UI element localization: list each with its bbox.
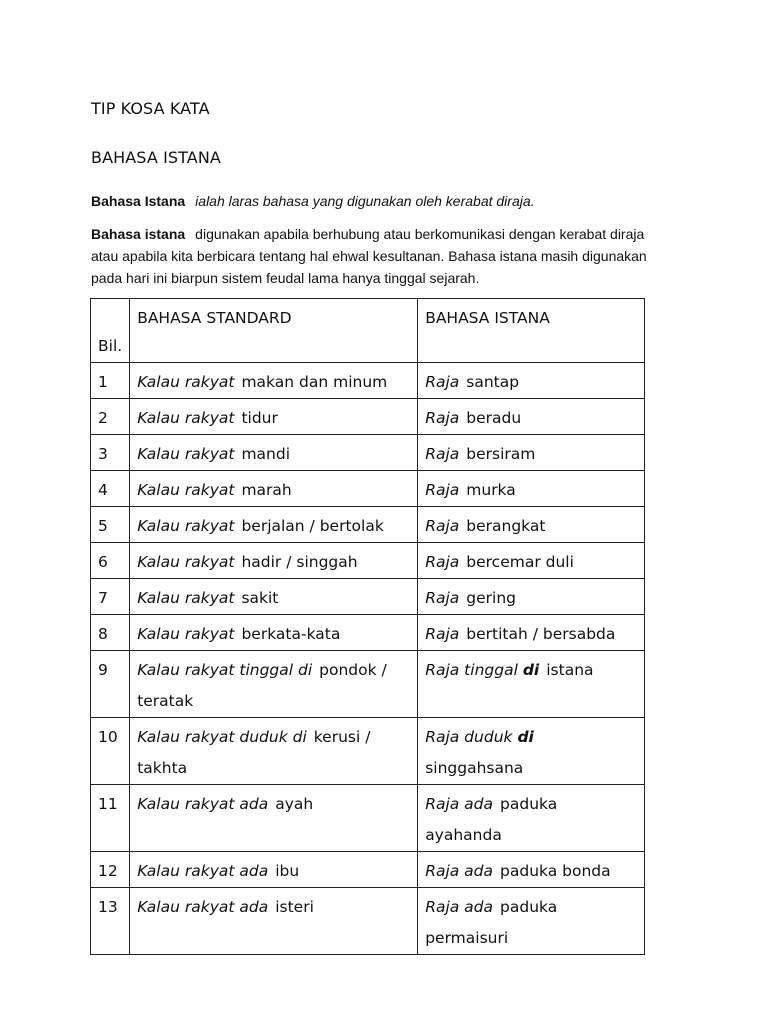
table-row xyxy=(91,852,645,888)
cell-standard xyxy=(130,435,418,471)
cell-bil: 10 xyxy=(91,718,130,785)
cell-standard xyxy=(130,852,418,888)
standard-word: mandi xyxy=(241,445,291,463)
table-body xyxy=(91,363,645,955)
vocabulary-table xyxy=(90,298,645,955)
header-bil: Bil. xyxy=(91,299,130,363)
istana-word: santap xyxy=(466,373,520,391)
istana-prefix: Raja ada xyxy=(425,795,494,813)
istana-word: bersiram xyxy=(466,445,536,463)
istana-preposition: di xyxy=(517,728,534,746)
cell-bil: 8 xyxy=(91,615,130,651)
table-row xyxy=(91,785,645,852)
table-row xyxy=(91,399,645,435)
cell-istana xyxy=(418,888,645,955)
standard-word: isteri xyxy=(275,898,314,916)
istana-prefix: Raja xyxy=(425,409,460,427)
istana-word: beradu xyxy=(466,409,522,427)
cell-bil: 5 xyxy=(91,507,130,543)
standard-prefix: Kalau rakyat tinggal di xyxy=(137,661,313,679)
definition-paragraph xyxy=(91,193,671,209)
usage-text: digunakan apabila berhubung atau berkomunikasi dengan kerabat diraja atau apabila kita berbicara tentang hal ehwal kesultanan. Bahasa istana masih digunakan pada hari ini biarpun sistem feudal lama hanya tinggal sejarah. xyxy=(91,226,647,286)
cell-bil: 2 xyxy=(91,399,130,435)
table-row xyxy=(91,888,645,955)
cell-istana xyxy=(418,363,645,399)
cell-standard xyxy=(130,718,418,785)
header-standard: BAHASA STANDARD xyxy=(130,299,418,363)
cell-bil: 13 xyxy=(91,888,130,955)
standard-word: hadir / singgah xyxy=(241,553,358,571)
istana-prefix: Raja xyxy=(425,553,460,571)
standard-word: ayah xyxy=(275,795,314,813)
standard-prefix: Kalau rakyat xyxy=(137,589,235,607)
standard-prefix: Kalau rakyat xyxy=(137,445,235,463)
istana-prefix: Raja xyxy=(425,625,460,643)
header-istana: BAHASA ISTANA xyxy=(418,299,645,363)
table-row xyxy=(91,363,645,399)
istana-word: berangkat xyxy=(466,517,546,535)
istana-prefix: Raja xyxy=(425,373,460,391)
cell-standard xyxy=(130,543,418,579)
cell-istana xyxy=(418,471,645,507)
table-row xyxy=(91,435,645,471)
cell-bil: 7 xyxy=(91,579,130,615)
istana-prefix: Raja xyxy=(425,589,460,607)
standard-prefix: Kalau rakyat xyxy=(137,625,235,643)
cell-standard xyxy=(130,507,418,543)
istana-prefix: Raja xyxy=(425,517,460,535)
istana-word: gering xyxy=(466,589,516,607)
standard-prefix: Kalau rakyat xyxy=(137,517,235,535)
istana-word: singgahsana xyxy=(425,759,524,777)
standard-prefix: Kalau rakyat ada xyxy=(137,862,269,880)
standard-word: pondok / teratak xyxy=(137,661,387,710)
istana-prefix: Raja xyxy=(425,445,460,463)
istana-word: paduka ayahanda xyxy=(425,795,558,844)
istana-word: bertitah / bersabda xyxy=(466,625,616,643)
cell-bil: 3 xyxy=(91,435,130,471)
istana-preposition: di xyxy=(522,661,540,679)
standard-word: sakit xyxy=(241,589,279,607)
istana-prefix: Raja ada xyxy=(425,898,494,916)
usage-paragraph xyxy=(91,223,671,289)
usage-term: Bahasa istana xyxy=(91,226,186,242)
cell-bil: 6 xyxy=(91,543,130,579)
istana-prefix: Raja xyxy=(425,481,460,499)
cell-standard xyxy=(130,888,418,955)
standard-word: marah xyxy=(241,481,292,499)
cell-bil: 11 xyxy=(91,785,130,852)
table-row xyxy=(91,579,645,615)
cell-standard xyxy=(130,579,418,615)
cell-standard xyxy=(130,651,418,718)
standard-prefix: Kalau rakyat xyxy=(137,481,235,499)
standard-prefix: Kalau rakyat duduk di xyxy=(137,728,307,746)
table-row xyxy=(91,543,645,579)
istana-prefix: Raja duduk xyxy=(425,728,513,746)
cell-standard xyxy=(130,399,418,435)
table-row xyxy=(91,471,645,507)
cell-standard xyxy=(130,363,418,399)
cell-bil: 1 xyxy=(91,363,130,399)
cell-istana xyxy=(418,852,645,888)
cell-istana xyxy=(418,435,645,471)
cell-bil: 12 xyxy=(91,852,130,888)
istana-word: bercemar duli xyxy=(466,553,574,571)
cell-istana xyxy=(418,615,645,651)
cell-istana xyxy=(418,579,645,615)
table-row xyxy=(91,615,645,651)
standard-prefix: Kalau rakyat xyxy=(137,409,235,427)
cell-istana xyxy=(418,399,645,435)
cell-bil: 9 xyxy=(91,651,130,718)
standard-word: tidur xyxy=(241,409,278,427)
table-row xyxy=(91,507,645,543)
definition-text: ialah laras bahasa yang digunakan oleh kerabat diraja. xyxy=(195,193,535,209)
table-row xyxy=(91,651,645,718)
standard-word: kerusi / takhta xyxy=(137,728,371,777)
cell-standard xyxy=(130,785,418,852)
cell-istana xyxy=(418,543,645,579)
standard-prefix: Kalau rakyat ada xyxy=(137,898,269,916)
standard-word: ibu xyxy=(275,862,300,880)
table-header-row xyxy=(91,299,645,363)
definition-term: Bahasa Istana xyxy=(91,193,186,209)
standard-prefix: Kalau rakyat xyxy=(137,373,235,391)
section-subtitle: BAHASA ISTANA xyxy=(91,148,221,167)
page-title: TIP KOSA KATA xyxy=(91,99,210,118)
istana-word: murka xyxy=(466,481,516,499)
cell-standard xyxy=(130,615,418,651)
standard-word: berjalan / bertolak xyxy=(241,517,384,535)
istana-word: istana xyxy=(546,661,594,679)
table-row xyxy=(91,718,645,785)
cell-istana xyxy=(418,785,645,852)
standard-prefix: Kalau rakyat xyxy=(137,553,235,571)
cell-istana xyxy=(418,507,645,543)
standard-word: berkata-kata xyxy=(241,625,341,643)
cell-bil: 4 xyxy=(91,471,130,507)
istana-word: paduka bonda xyxy=(500,862,611,880)
cell-standard xyxy=(130,471,418,507)
istana-prefix: Raja ada xyxy=(425,862,494,880)
cell-istana xyxy=(418,651,645,718)
istana-prefix: Raja tinggal xyxy=(425,661,518,679)
cell-istana xyxy=(418,718,645,785)
istana-word: paduka permaisuri xyxy=(425,898,558,947)
standard-word: makan dan minum xyxy=(241,373,388,391)
standard-prefix: Kalau rakyat ada xyxy=(137,795,269,813)
